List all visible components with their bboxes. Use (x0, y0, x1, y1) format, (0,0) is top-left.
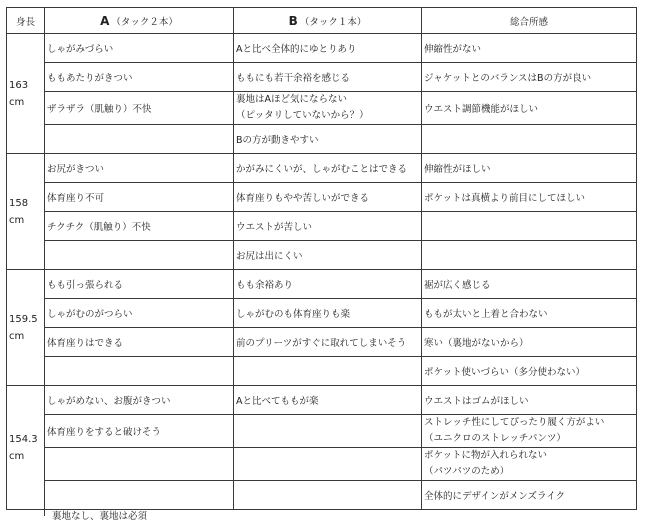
b-cell (234, 481, 422, 510)
overall-cell (422, 415, 637, 448)
b-cell: かがみにくいが、しゃがむことはできる (234, 154, 422, 183)
header-a (45, 8, 234, 34)
overall-cell: ももが太いと上着と合わない (422, 299, 637, 328)
overall-cell-line1: ポケットに物が入れられない (424, 450, 548, 461)
table-row (7, 270, 637, 299)
height-cell (7, 154, 45, 270)
header-height: 身長 (7, 8, 45, 34)
overall-cell: 伸縮性がほしい (422, 154, 637, 183)
a-cell: チクチク（肌触り）不快 (45, 212, 234, 241)
header-b-sub: （タック１本） (299, 16, 367, 28)
b-cell: ウエストが苦しい (234, 212, 422, 241)
next-row-text: 裏地なし、裏地は必須 (52, 511, 148, 522)
table-row (7, 125, 637, 154)
overall-cell: 全体的にデザインがメンズライク (422, 481, 637, 510)
height-unit: cm (9, 96, 25, 108)
header-a-main: A (100, 13, 110, 28)
overall-cell (422, 448, 637, 481)
overall-cell-line1: ストレッチ性にしてぴったり履く方がよい (424, 417, 605, 428)
height-cell (7, 386, 45, 510)
header-overall: 総合所感 (422, 8, 637, 34)
a-cell: 体育座りはできる (45, 328, 234, 357)
b-cell: 体育座りもやや苦しいができる (234, 183, 422, 212)
b-cell: お尻は出にくい (234, 241, 422, 270)
a-cell: お尻がきつい (45, 154, 234, 183)
overall-cell: 裾が広く感じる (422, 270, 637, 299)
table-row (7, 63, 637, 92)
header-b (234, 8, 422, 34)
b-cell: もも余裕あり (234, 270, 422, 299)
b-cell: Aと比べ全体的にゆとりあり (234, 34, 422, 63)
height-cell (7, 270, 45, 386)
a-cell: しゃがむのがつらい (45, 299, 234, 328)
overall-cell: ポケットは真横より前目にしてほしい (422, 183, 637, 212)
table-row (7, 386, 637, 415)
table-row (7, 328, 637, 357)
b-cell: Bの方が動きやすい (234, 125, 422, 154)
a-cell: 体育座り不可 (45, 183, 234, 212)
height-unit: cm (9, 330, 25, 342)
height-value: 154.3 (9, 433, 38, 445)
header-row (7, 8, 637, 34)
overall-cell (422, 125, 637, 154)
a-cell (45, 241, 234, 270)
a-cell: しゃがみづらい (45, 34, 234, 63)
height-unit: cm (9, 214, 25, 226)
height-value: 159.5 (9, 313, 38, 325)
a-cell: ももあたりがきつい (45, 63, 234, 92)
overall-cell: ウエストはゴムがほしい (422, 386, 637, 415)
a-cell (45, 481, 234, 510)
b-cell-line2: （ピッタリしていないから？） (236, 110, 369, 121)
overall-cell: 寒い（裏地がないから） (422, 328, 637, 357)
next-row-partial (6, 509, 636, 522)
a-cell: ザラザラ（肌触り）不快 (45, 92, 234, 125)
table-row (7, 415, 637, 448)
table-row (7, 448, 637, 481)
table-row (7, 183, 637, 212)
overall-cell-line2: （ユニクロのストレッチパンツ） (424, 433, 566, 444)
b-cell: ももにも若干余裕を感じる (234, 63, 422, 92)
table-row (7, 92, 637, 125)
height-unit: cm (9, 450, 25, 462)
a-cell (45, 125, 234, 154)
next-row-height-cell (6, 510, 45, 516)
height-value: 158 (9, 197, 29, 209)
overall-cell: ウエスト調節機能がほしい (422, 92, 637, 125)
table-row (7, 357, 637, 386)
overall-cell: ポケット使いづらい（多分使わない） (422, 357, 637, 386)
b-cell (234, 92, 422, 125)
a-cell (45, 448, 234, 481)
table-row (7, 34, 637, 63)
overall-cell-line2: （パツパツのため） (424, 466, 510, 477)
height-cell (7, 34, 45, 154)
overall-cell (422, 212, 637, 241)
b-cell (234, 448, 422, 481)
header-a-sub: （タック２本） (111, 16, 178, 28)
overall-cell: 伸縮性がない (422, 34, 637, 63)
overall-cell (422, 241, 637, 270)
a-cell: 体育座りをすると破けそう (45, 415, 234, 448)
table-row (7, 481, 637, 510)
header-b-main: B (288, 13, 298, 28)
table-row (7, 241, 637, 270)
evaluation-table (6, 7, 637, 510)
b-cell: 前のプリーツがすぐに取れてしまいそう (234, 328, 422, 357)
b-cell: Aと比べてももが楽 (234, 386, 422, 415)
table-row (7, 299, 637, 328)
b-cell-line1: 裏地はAほど気にならない (236, 94, 347, 105)
table-row (7, 154, 637, 183)
overall-cell: ジャケットとのバランスはBの方が良い (422, 63, 637, 92)
b-cell: しゃがむのも体育座りも楽 (234, 299, 422, 328)
height-value: 163 (9, 79, 29, 91)
a-cell (45, 357, 234, 386)
a-cell: もも引っ張られる (45, 270, 234, 299)
a-cell: しゃがめない、お腹がきつい (45, 386, 234, 415)
table-row (7, 212, 637, 241)
b-cell (234, 357, 422, 386)
b-cell (234, 415, 422, 448)
